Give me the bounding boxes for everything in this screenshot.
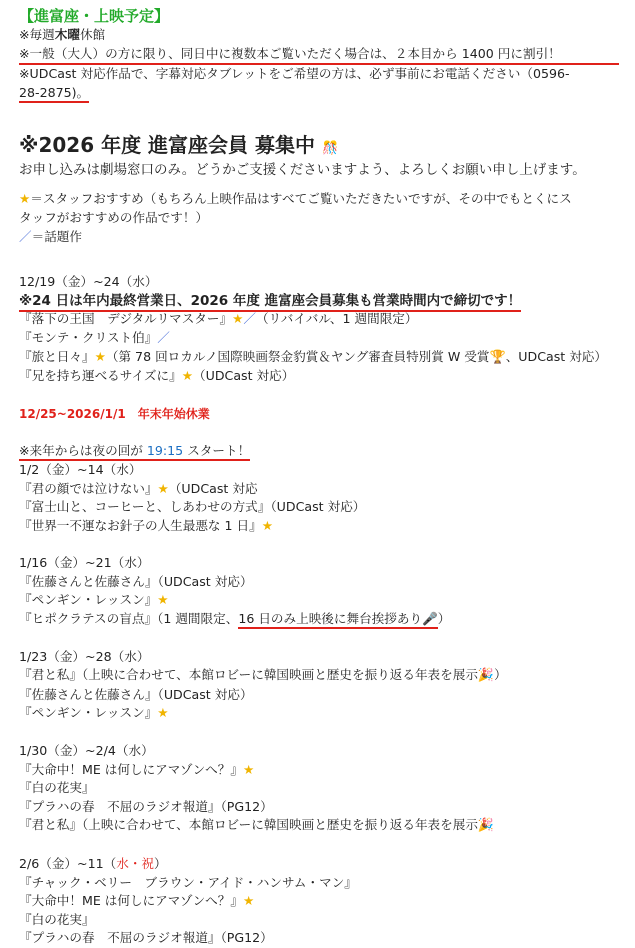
star-icon: ★ — [157, 480, 169, 496]
film-row: 『君の顔では泣けない』★（UDCast 対応 — [19, 480, 258, 496]
trophy-icon: 🏆 — [489, 349, 506, 365]
legend-star-1: ★＝スタッフおすすめ（もちろん上映作品はすべてご覧いただきたいですが、その中でもとくにス — [19, 191, 572, 207]
membership-title: ※2026 年度 進富座会員 募集中 🎊 — [19, 133, 339, 158]
star-icon: ★ — [261, 517, 274, 533]
night-notice: ※来年からは夜の回が 19:15 スタート！ — [19, 442, 619, 461]
star-icon: ★ — [242, 761, 255, 777]
legend-star-2: タッフがおすすめの作品です！） — [19, 209, 209, 225]
film-row: 『ヒポクラテスの盲点』（1 週間限定、16 日のみ上映後に舞台挨拶あり🎤） — [19, 610, 619, 629]
film-row: 『チャック・ベリー ブラウン・アイド・ハンサム・マン』 — [19, 874, 357, 890]
party-icon: 🎉 — [477, 668, 495, 684]
pencil-icon: ／ — [157, 329, 170, 345]
film-row: 『白の花実』 — [19, 780, 95, 796]
confetti-icon: 🎊 — [321, 141, 339, 157]
star-icon: ★ — [19, 191, 31, 207]
film-row: 『富士山と、コーヒーと、しあわせの方式』（UDCast 対応） — [19, 499, 366, 515]
film-row: 『モンテ・クリスト伯』／ — [19, 329, 170, 345]
film-row: 『白の花実』 — [19, 911, 95, 927]
film-row: 『君と私』（上映に合わせて、本館ロビーに韓国映画と歴史を振り返る年表を展示🎉） — [19, 667, 507, 684]
holiday-notice: 12/25~2026/1/1 年末年始休業 — [19, 406, 210, 421]
microphone-icon: 🎤 — [422, 611, 438, 627]
film-row: 『君と私』（上映に合わせて、本館ロビーに韓国映画と歴史を振り返る年表を展示🎉 — [19, 817, 495, 834]
film-row: 『兄を持ち運べるサイズに』★（UDCast 対応） — [19, 368, 295, 384]
film-row: 『ペンギン・レッスン』★ — [19, 705, 169, 721]
film-row: 『旅と日々』★（第 78 回ロカルノ国際映画祭金豹賞＆ヤング審査員特別賞 W 受賞🏆、UDCast 対応） — [19, 348, 607, 365]
schedule-document — [19, 6, 619, 948]
discount-notice: ※一般（大人）の方に限り、同日中に複数本ご覧いただく場合は、２本目から 1400 円に割引！ — [19, 45, 619, 66]
film-row: 『佐藤さんと佐藤さん』（UDCast 対応） — [19, 686, 253, 702]
film-row: 『プラハの春 不屈のラジオ報道』（PG12） — [19, 930, 273, 946]
party-icon: 🎉 — [477, 818, 495, 834]
schedule-notice: ※24 日は年内最終営業日、2026 年度 進富座会員募集も営業時間内で締切です！ — [19, 292, 619, 311]
legend-pencil: ／＝話題作 — [19, 228, 82, 244]
star-icon: ★ — [157, 592, 169, 608]
film-row: 『落下の王国 デジタルリマスター』★／（リバイバル、1 週間限定） — [19, 311, 418, 327]
film-row: 『ペンギン・レッスン』★ — [19, 592, 169, 608]
film-row: 『佐藤さんと佐藤さん』（UDCast 対応） — [19, 573, 253, 589]
film-row: 『世界一不運なお針子の人生最悪な 1 日』★ — [19, 517, 274, 533]
star-icon: ★ — [181, 368, 194, 384]
schedule-date: 2/6（金）~11（水・祝） — [19, 856, 167, 871]
membership-body: お申し込みは劇場窓口のみ。どうかご支援くださいますよう、よろしくお願い申し上げます。 — [19, 162, 586, 179]
film-row: 『大命中！ME は何しにアマゾンへ？』★ — [19, 761, 255, 777]
schedule-date: 1/23（金）~28（水） — [19, 648, 150, 664]
pencil-icon: ／ — [19, 228, 32, 244]
schedule-date: 1/2（金）~14（水） — [19, 461, 142, 477]
page-title: 【進富座・上映予定】 — [19, 7, 170, 25]
schedule-date: 12/19（金）~24（水） — [19, 274, 158, 290]
film-row: 『大命中！ME は何しにアマゾンへ？』★ — [19, 893, 255, 909]
schedule-date: 1/30（金）~2/4（水） — [19, 743, 154, 759]
film-row: 『プラハの春 不屈のラジオ報道』（PG12） — [19, 798, 273, 814]
star-icon: ★ — [242, 893, 255, 909]
udcast-notice-1: ※UDCast 対応作品で、字幕対応タブレットをご希望の方は、必ず事前にお電話ください（0596- — [19, 66, 570, 82]
schedule-date: 1/16（金）~21（水） — [19, 555, 150, 571]
star-icon: ★ — [157, 705, 169, 721]
closed-notice: ※毎週木曜休館 — [19, 27, 106, 42]
star-icon: ★ — [232, 311, 244, 327]
pencil-icon: ／ — [243, 311, 256, 327]
udcast-notice-2: 28-2875)。 — [19, 84, 619, 103]
star-icon: ★ — [94, 348, 106, 364]
